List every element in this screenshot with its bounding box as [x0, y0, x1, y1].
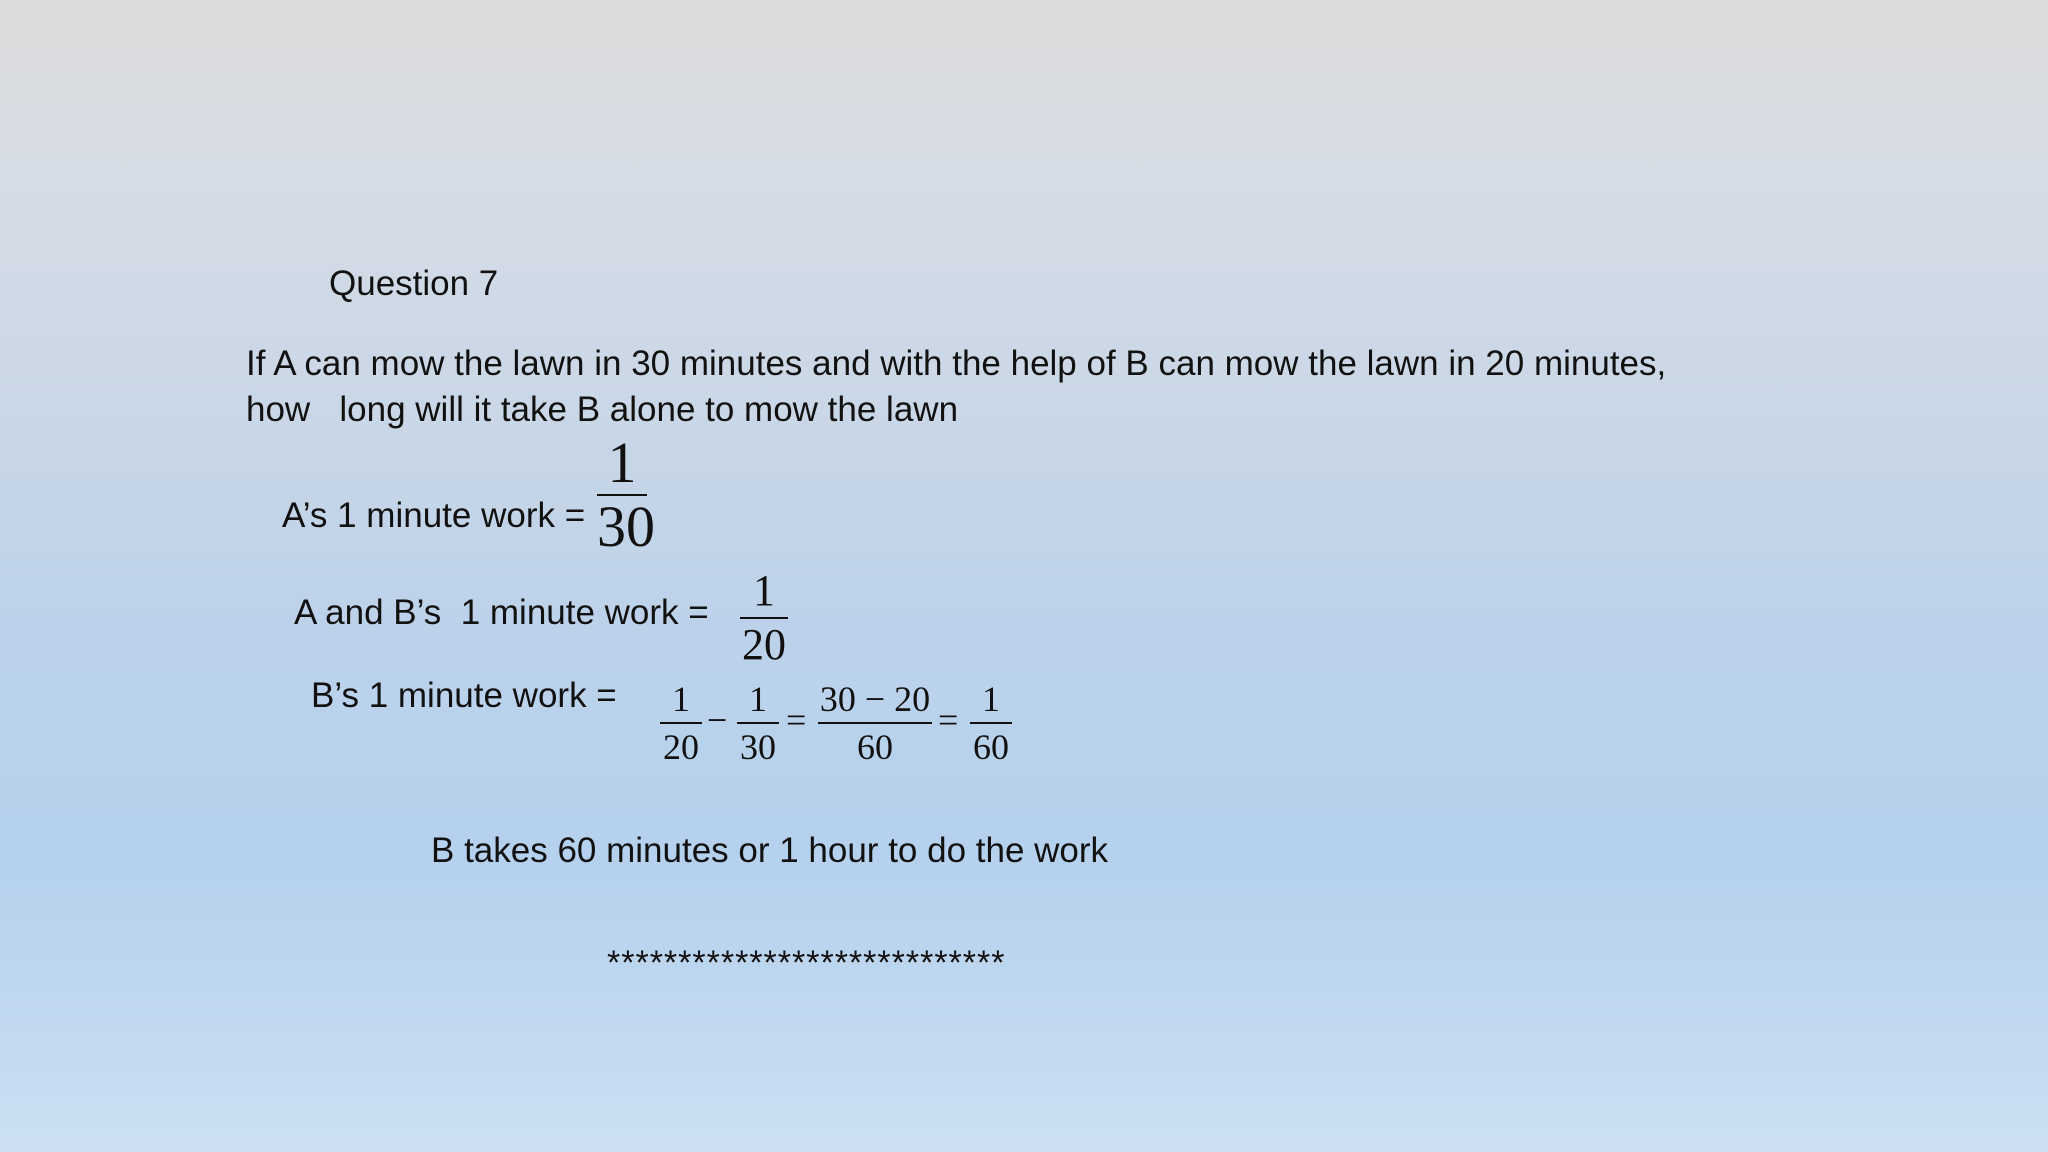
- a-work-numerator: 1: [607, 430, 637, 495]
- b-work-f1-numerator: 1: [672, 679, 690, 719]
- ab-work-fraction: [740, 565, 788, 671]
- ab-work-denominator: 20: [742, 620, 786, 669]
- b-work-f1-denominator: 20: [663, 727, 699, 767]
- b-work-f2-numerator: 1: [749, 679, 767, 719]
- ab-work-label: A and B’s 1 minute work =: [294, 593, 709, 632]
- b-work-fraction-2: [737, 676, 779, 770]
- b-work-fraction-3: [818, 676, 932, 770]
- b-work-f2-denominator: 30: [740, 727, 776, 767]
- question-text-line-1: If A can mow the lawn in 30 minutes and with the help of B can mow the lawn in 20 minutes,: [246, 344, 1667, 383]
- question-heading: Question 7: [329, 264, 499, 303]
- b-work-f3-denominator: 60: [857, 727, 893, 767]
- b-work-f3-numerator: 30 − 20: [819, 679, 931, 719]
- b-work-label: B’s 1 minute work =: [311, 676, 617, 715]
- question-text-line-2: how long will it take B alone to mow the lawn: [246, 390, 959, 429]
- minus-sign: −: [707, 700, 728, 740]
- separator-stars: ****************************: [607, 944, 1006, 982]
- conclusion-text: B takes 60 minutes or 1 hour to do the work: [431, 831, 1109, 870]
- a-work-label: A’s 1 minute work =: [282, 496, 586, 535]
- equals-sign-2: =: [938, 700, 959, 740]
- b-work-fraction-1: [660, 676, 702, 770]
- ab-work-numerator: 1: [753, 566, 775, 615]
- equals-sign-1: =: [786, 700, 807, 740]
- b-work-fraction-4: [970, 676, 1012, 770]
- a-work-denominator: 30: [597, 494, 655, 559]
- b-work-f4-denominator: 60: [973, 727, 1009, 767]
- a-work-fraction: [597, 430, 655, 559]
- b-work-f4-numerator: 1: [982, 679, 1000, 719]
